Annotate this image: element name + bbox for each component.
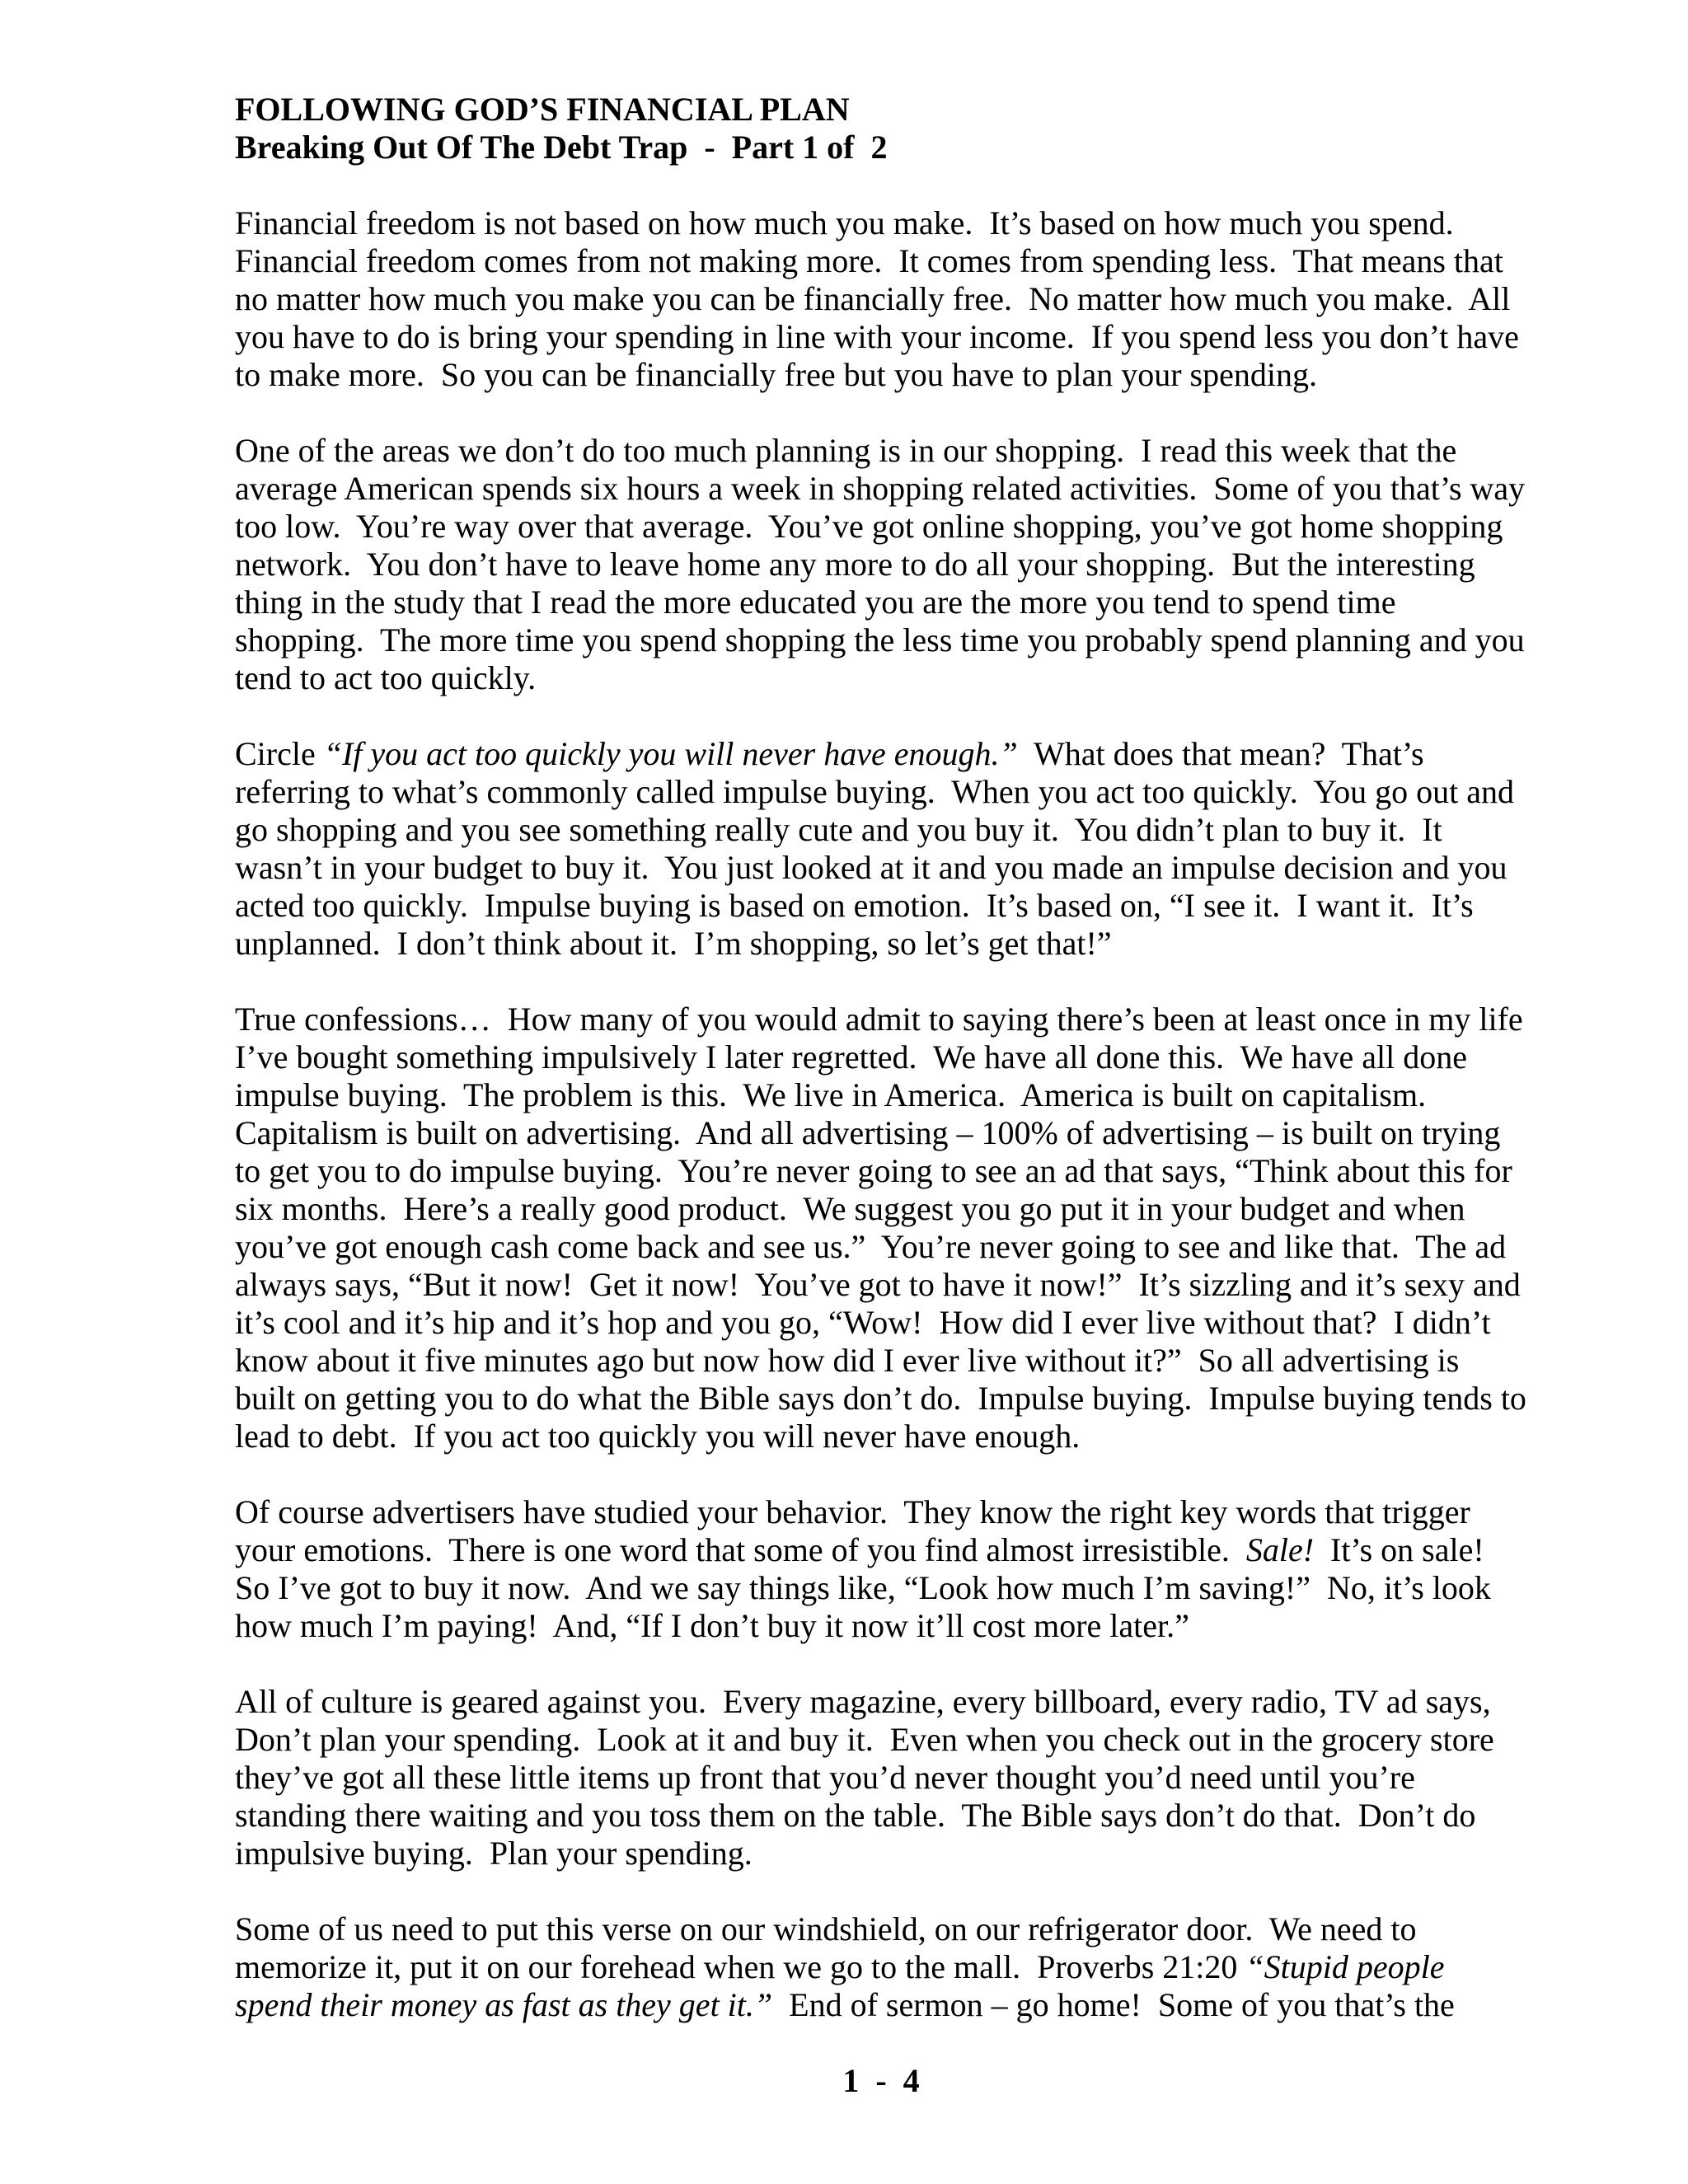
text-run: Of course advertisers have studied your behavior. They know the right key words that trigger your emotions. There is one word that some of you find almost irresistible. [235, 1493, 1479, 1568]
text-run: What does that mean? That’s referring to what’s commonly called impulse buying. When you act too quickly. You go out and go shopping and you see something really cute and you buy it. You didn’t plan to buy it. It wasn’t in your budget to buy it. You just looked at it and you made an impulse decision and you acted too quickly. Impulse buying is based on emotion. It’s based on, “I see it. I want it. It’s unplanned. I don’t think about it. I’m shopping, so let’s get that!” [235, 735, 1522, 962]
document-subtitle: Breaking Out Of The Debt Trap - Part 1 of 2 [235, 129, 888, 166]
italic-text-run: “Stupid people spend their money as fast as they get it.” [235, 1948, 1453, 2023]
text-run: All of culture is geared against you. Every magazine, every billboard, every radio, TV ad says, Don’t plan your spending. Look at it and buy it. Even when you check out in the grocery store they’ve got all these little items up front that you’d never thought you’d need until you’re standing there waiting and you toss them on the table. The Bible says don’t do that. Don’t do impulsive buying. Plan your spending. [235, 1683, 1503, 1872]
paragraph [235, 1493, 1527, 1645]
text-run: One of the areas we don’t do too much planning is in our shopping. I read this week that the average American spends six hours a week in shopping related activities. Some of you that’s way too low. You’re way over that average. You’ve got online shopping, you’ve got home shopping network. You don’t have to leave home any more to do all your shopping. But the interesting thing in the study that I read the more educated you are the more you tend to spend time shopping. The more time you spend shopping the less time you probably spend planning and you tend to act too quickly. [235, 432, 1534, 696]
text-run: Circle [235, 735, 324, 772]
paragraph [235, 735, 1527, 963]
italic-text-run: “If you act too quickly you will never have enough.” [323, 735, 1018, 772]
document-body [235, 204, 1535, 2024]
page-number: 1 - 4 [842, 2062, 920, 2099]
text-run: It’s on sale! So I’ve got to buy it now. And we say things like, “Look how much I’m saving!” No, it’s look how much I’m paying! And, “If I don’t buy it now it’ll cost more later.” [235, 1531, 1501, 1644]
paragraph [235, 204, 1527, 394]
paragraph [235, 1910, 1527, 2024]
text-run: End of sermon – go home! Some of you that’s the [772, 1986, 1455, 2023]
paragraph [235, 432, 1534, 697]
italic-text-run: Sale! [1245, 1531, 1315, 1568]
document-content [235, 91, 1535, 2024]
text-run: Some of us need to put this verse on our windshield, on our refrigerator door. We need to memorize it, put it on our forehead when we go to the mall. Proverbs 21:20 [235, 1910, 1425, 1985]
paragraph [235, 1001, 1535, 1455]
document-title: FOLLOWING GOD’S FINANCIAL PLAN [235, 91, 850, 128]
text-run: True confessions… How many of you would admit to saying there’s been at least once in my life I’ve bought something impulsively I later regretted. We have all done this. We have all done impulse buying. The problem is this. We live in America. America is built on capitalism. Capitalism is built on advertising. And all advertising – 100% of advertising – is built on trying to get you to do impulse buying. You’re never going to see an ad that says, “Think about this for six months. Here’s a really good product. We suggest you go put it in your budget and when you’ve got enough cash come back and see us.” You’re never going to see and like that. The ad always says, “But it now! Get it now! You’ve got to have it now!” It’s sizzling and it’s sexy and it’s cool and it’s hip and it’s hop and you go, “Wow! How did I ever live without that? I didn’t know about it five minutes ago but now how did I ever live without it?” So all advertising is built on getting you to do what the Bible says don’t do. Impulse buying. Impulse buying tends to lead to debt. If you act too quickly you will never have enough. [235, 1001, 1535, 1455]
paragraph [235, 1683, 1527, 1872]
text-run: Financial freedom is not based on how much you make. It’s based on how much you spend. Financial freedom comes from not making more. It comes from spending less. That means that no matter how much you make you can be financially free. No matter how much you make. All you have to do is bring your spending in line with your income. If you spend less you don’t have to make more. So you can be financially free but you have to plan your spending. [235, 204, 1527, 393]
